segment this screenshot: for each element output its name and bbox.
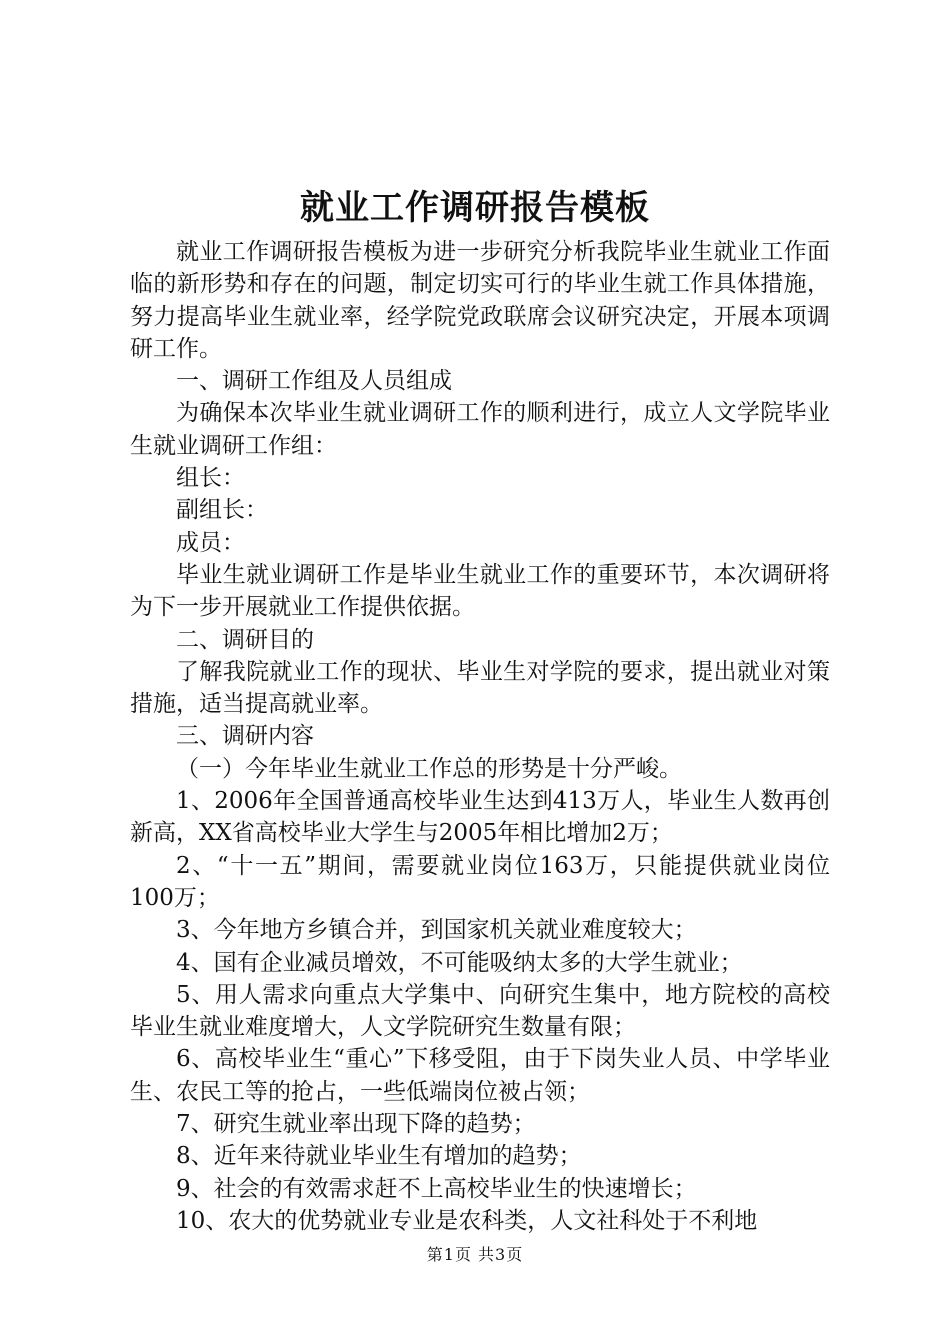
intro-paragraph: 就业工作调研报告模板为进一步研究分析我院毕业生就业工作面临的新形势和存在的问题，制定切实可行的毕业生就工作具体措施，努力提高毕业生就业率，经学院党政联席会议研究决定，开展本项调研工作。	[130, 239, 830, 362]
section-heading-content: 三、调研内容	[176, 723, 314, 750]
list-item: 5、用人需求向重点大学集中、向研究生集中，地方院校的高校毕业生就业难度增大，人文学院研究生数量有限；	[130, 981, 830, 1041]
section-heading-team: 一、调研工作组及人员组成	[176, 368, 452, 395]
list-item: 4、国有企业减员增效，不可能吸纳太多的大学生就业；	[176, 949, 743, 976]
subsection-heading: （一）今年毕业生就业工作总的形势是十分严峻。	[176, 755, 682, 782]
document-body	[130, 236, 830, 1237]
section-heading-purpose: 二、调研目的	[176, 626, 314, 653]
team-leader-line: 组长：	[176, 465, 245, 492]
page-footer: 第1页 共3页	[426, 1245, 524, 1264]
list-item: 10、农大的优势就业专业是农科类，人文社科处于不利地	[176, 1207, 758, 1234]
list-item: 7、研究生就业率出现下降的趋势；	[176, 1111, 536, 1138]
list-item: 1、2006年全国普通高校毕业生达到413万人，毕业生人数再创新高，XX省高校毕业大学生与2005年相比增加2万；	[130, 788, 830, 847]
team-deputy-line: 副组长：	[176, 497, 268, 524]
importance-paragraph: 毕业生就业调研工作是毕业生就业工作的重要环节，本次调研将为下一步开展就业工作提供依据。	[130, 561, 830, 621]
list-item: 9、社会的有效需求赶不上高校毕业生的快速增长；	[176, 1175, 697, 1202]
list-item: 8、近年来待就业毕业生有增加的趋势；	[176, 1143, 582, 1170]
list-item: 3、今年地方乡镇合并，到国家机关就业难度较大；	[176, 917, 697, 944]
team-intro-paragraph: 为确保本次毕业生就业调研工作的顺利进行，成立人文学院毕业生就业调研工作组：	[130, 400, 830, 459]
team-members-line: 成员：	[176, 529, 245, 556]
list-item: 2、“十一五”期间，需要就业岗位163万，只能提供就业岗位100万；	[130, 852, 830, 911]
list-item: 6、高校毕业生“重心”下移受阻，由于下岗失业人员、中学毕业生、农民工等的抢占，一些低端岗位被占领；	[130, 1046, 830, 1105]
purpose-paragraph: 了解我院就业工作的现状、毕业生对学院的要求，提出就业对策措施，适当提高就业率。	[130, 658, 830, 718]
document-title: 就业工作调研报告模板	[300, 188, 650, 228]
